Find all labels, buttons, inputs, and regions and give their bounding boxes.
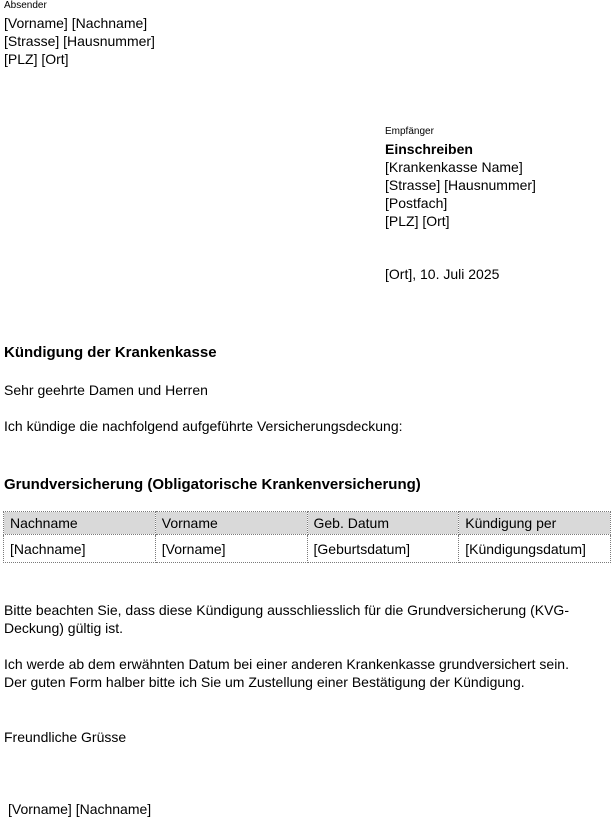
col-header-birthdate: Geb. Datum xyxy=(307,512,459,535)
notice2-line1: Ich werde ab dem erwähnten Datum bei einer anderen Krankenkasse grundversichert sein. xyxy=(4,656,569,672)
notice-paragraph: Bitte beachten Sie, dass diese Kündigung ausschliesslich für die Grundversicherung (KVG-Deckung) gültig ist. xyxy=(4,602,569,636)
cell-firstname: [Vorname] xyxy=(155,535,307,563)
cell-lastname: [Nachname] xyxy=(4,535,156,563)
section-title: Grundversicherung (Obligatorische Krankenversicherung) xyxy=(4,476,421,493)
coverage-table xyxy=(3,511,611,563)
notice2-paragraph xyxy=(4,655,609,691)
recipient-label: Empfänger xyxy=(385,126,434,137)
recipient-postbox: [Postfach] xyxy=(385,195,448,211)
recipient-block xyxy=(385,126,536,230)
salutation: Sehr geehrte Damen und Herren xyxy=(4,382,208,398)
recipient-company: [Krankenkasse Name] xyxy=(385,159,523,175)
intro-text: Ich kündige die nachfolgend aufgeführte Versicherungsdeckung: xyxy=(4,418,403,434)
sender-block xyxy=(4,0,155,68)
mail-type: Einschreiben xyxy=(385,141,473,157)
closing: Freundliche Grüsse xyxy=(4,729,127,745)
cell-termination-date: [Kündigungsdatum] xyxy=(459,535,611,563)
sender-city: [PLZ] [Ort] xyxy=(4,51,69,67)
cell-birthdate: [Geburtsdatum] xyxy=(307,535,459,563)
sender-street: [Strasse] [Hausnummer] xyxy=(4,33,155,49)
col-header-firstname: Vorname xyxy=(155,512,307,535)
date-line: [Ort], 10. Juli 2025 xyxy=(385,266,500,282)
recipient-city: [PLZ] [Ort] xyxy=(385,213,450,229)
table-row xyxy=(4,535,611,563)
table-header-row xyxy=(4,512,611,535)
col-header-termination-date: Kündigung per xyxy=(459,512,611,535)
col-header-lastname: Nachname xyxy=(4,512,156,535)
sender-name: [Vorname] [Nachname] xyxy=(4,15,148,31)
recipient-street: [Strasse] [Hausnummer] xyxy=(385,177,536,193)
sender-label: Absender xyxy=(4,0,47,11)
notice2-line2: Der guten Form halber bitte ich Sie um Zustellung einer Bestätigung der Kündigung. xyxy=(4,674,525,690)
subject-line: Kündigung der Krankenkasse xyxy=(4,344,217,361)
signature-name: [Vorname] [Nachname] xyxy=(8,801,152,817)
